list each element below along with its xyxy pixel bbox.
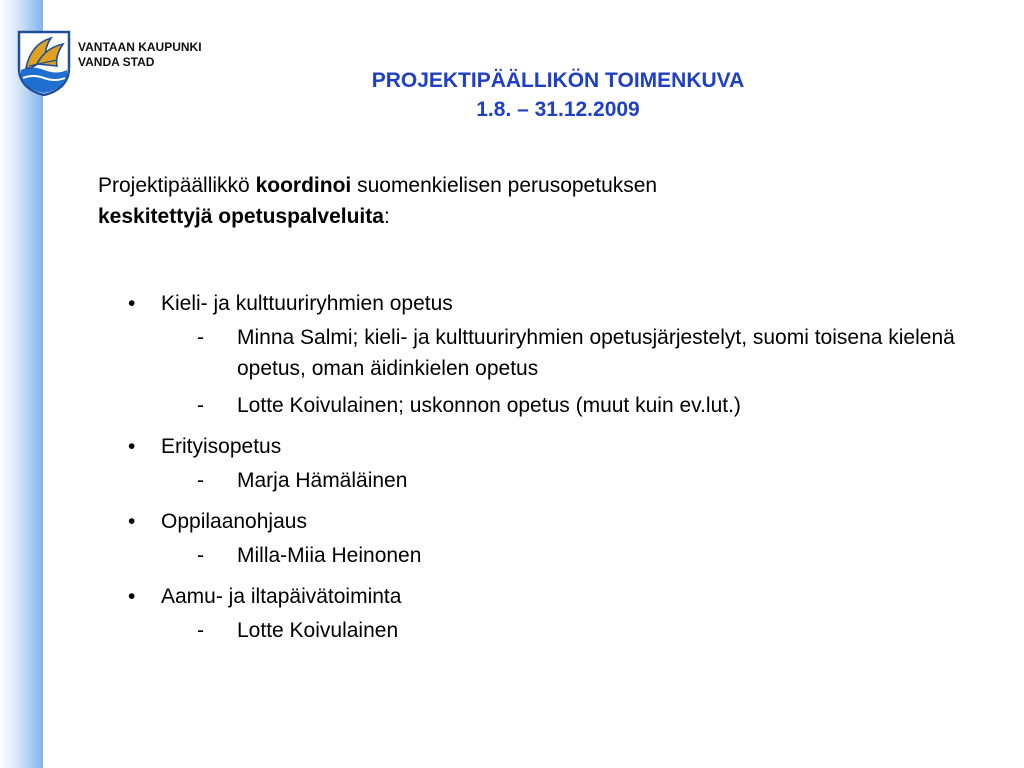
- sub-list-item-text: Minna Salmi; kieli- ja kulttuuriryhmien opetusjärjestelyt, suomi toisena kielenä opetus, oman äidinkielen opetus: [237, 326, 955, 380]
- vantaa-coat-of-arms-icon: [17, 30, 71, 96]
- intro-paragraph: [98, 170, 918, 232]
- list-item-label: Kieli- ja kulttuuriryhmien opetus: [161, 292, 453, 315]
- dash-icon: -: [197, 544, 204, 567]
- list-item-label: Oppilaanohjaus: [161, 510, 307, 533]
- intro-text-3: :: [383, 205, 390, 228]
- organization-name-fi: VANTAAN KAUPUNKI: [78, 40, 202, 54]
- list-item: [98, 427, 998, 465]
- responsibility-list: [98, 284, 998, 652]
- list-item: [98, 577, 998, 615]
- intro-bold-1: koordinoi: [255, 174, 352, 197]
- slide-title-line1: PROJEKTIPÄÄLLIKÖN TOIMENKUVA: [371, 69, 745, 92]
- sub-list-item: [98, 615, 998, 646]
- list-item-label: Aamu- ja iltapäivätoiminta: [161, 585, 402, 608]
- sub-list-item: [98, 390, 998, 421]
- slide-title: [278, 66, 838, 124]
- bullet-icon: •: [128, 585, 136, 608]
- bullet-icon: •: [128, 510, 136, 533]
- sub-list-item-text: Milla-Miia Heinonen: [237, 544, 422, 567]
- intro-text-2: suomenkielisen perusopetuksen: [351, 174, 658, 197]
- sub-list-item-text: Lotte Koivulainen; uskonnon opetus (muut kuin ev.lut.): [237, 394, 741, 417]
- sub-list-item: [98, 465, 998, 496]
- dash-icon: -: [197, 619, 204, 642]
- dash-icon: -: [197, 469, 204, 492]
- dash-icon: -: [197, 394, 204, 417]
- intro-bold-2: keskitettyjä opetuspalveluita: [98, 205, 384, 228]
- list-item-label: Erityisopetus: [161, 435, 282, 458]
- sub-list-item-text: Marja Hämäläinen: [237, 469, 408, 492]
- list-item: [98, 502, 998, 540]
- sub-list-item-text: Lotte Koivulainen: [237, 619, 399, 642]
- sub-list-item: [98, 322, 998, 384]
- bullet-icon: •: [128, 292, 136, 315]
- bullet-icon: •: [128, 435, 136, 458]
- intro-text-1: Projektipäällikkö: [98, 174, 256, 197]
- slide-title-line2: 1.8. – 31.12.2009: [476, 98, 640, 121]
- sub-list-item: [98, 540, 998, 571]
- slide-header: [0, 0, 1024, 120]
- organization-name: [78, 40, 202, 70]
- organization-name-sv: VANDA STAD: [78, 55, 155, 69]
- list-item: [98, 284, 998, 322]
- dash-icon: -: [197, 326, 204, 349]
